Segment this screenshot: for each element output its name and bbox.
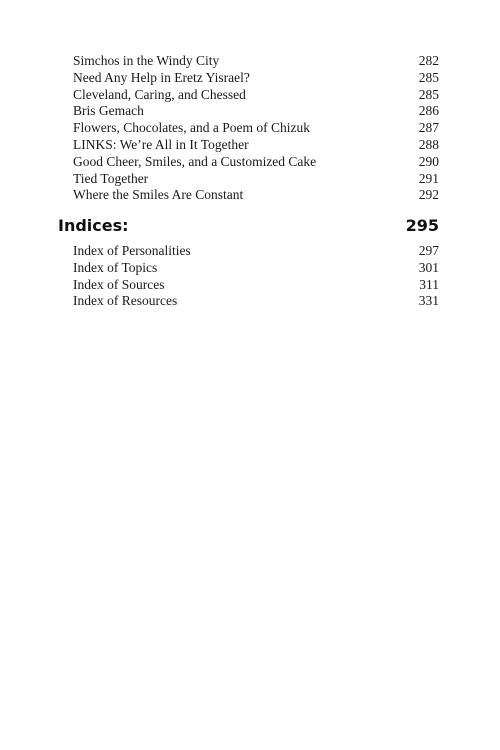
toc-entry <box>73 70 439 87</box>
toc-entry <box>73 154 439 171</box>
entry-page-number: 311 <box>419 276 439 292</box>
entry-title: Bris Gemach <box>73 103 144 119</box>
entry-page-number: 287 <box>418 120 439 136</box>
toc-entry <box>73 53 439 70</box>
entry-page-number: 290 <box>418 153 439 169</box>
entry-page-number: 331 <box>418 293 439 309</box>
toc-entry <box>73 137 439 154</box>
index-entry <box>73 260 439 277</box>
entry-title: Where the Smiles Are Constant <box>73 187 244 203</box>
indices-section-heading <box>58 216 439 236</box>
toc-entry <box>73 87 439 104</box>
entry-page-number: 291 <box>418 170 439 186</box>
entry-page-number: 286 <box>418 103 439 119</box>
section-page-number: 295 <box>405 216 439 235</box>
toc-entry <box>73 103 439 120</box>
entry-title: Cleveland, Caring, and Chessed <box>73 86 246 102</box>
toc-entry <box>73 120 439 137</box>
entry-title: Simchos in the Windy City <box>73 53 220 68</box>
entry-page-number: 288 <box>418 136 439 152</box>
index-entry <box>73 293 439 310</box>
entry-page-number: 285 <box>418 69 439 85</box>
entry-title: Good Cheer, Smiles, and a Customized Cake <box>73 153 317 169</box>
index-entry <box>73 243 439 260</box>
entry-page-number: 292 <box>418 187 439 203</box>
index-entry <box>73 277 439 294</box>
entry-title: Tied Together <box>73 170 149 186</box>
entry-page-number: 285 <box>418 86 439 102</box>
entry-title: Flowers, Chocolates, and a Poem of Chizuk <box>73 120 310 136</box>
section-title: Indices: <box>58 216 129 235</box>
entry-title: LINKS: We’re All in It Together <box>73 136 249 152</box>
toc-entry <box>73 171 439 188</box>
entry-title: Index of Resources <box>73 293 178 309</box>
entry-title: Index of Personalities <box>73 243 191 258</box>
entry-title: Index of Sources <box>73 276 165 292</box>
toc-list <box>73 53 439 204</box>
entry-title: Index of Topics <box>73 259 158 275</box>
entry-page-number: 297 <box>418 243 439 258</box>
indices-list <box>73 243 439 310</box>
toc-entry <box>73 187 439 204</box>
entry-page-number: 282 <box>418 53 439 68</box>
entry-title: Need Any Help in Eretz Yisrael? <box>73 69 250 85</box>
entry-page-number: 301 <box>418 259 439 275</box>
